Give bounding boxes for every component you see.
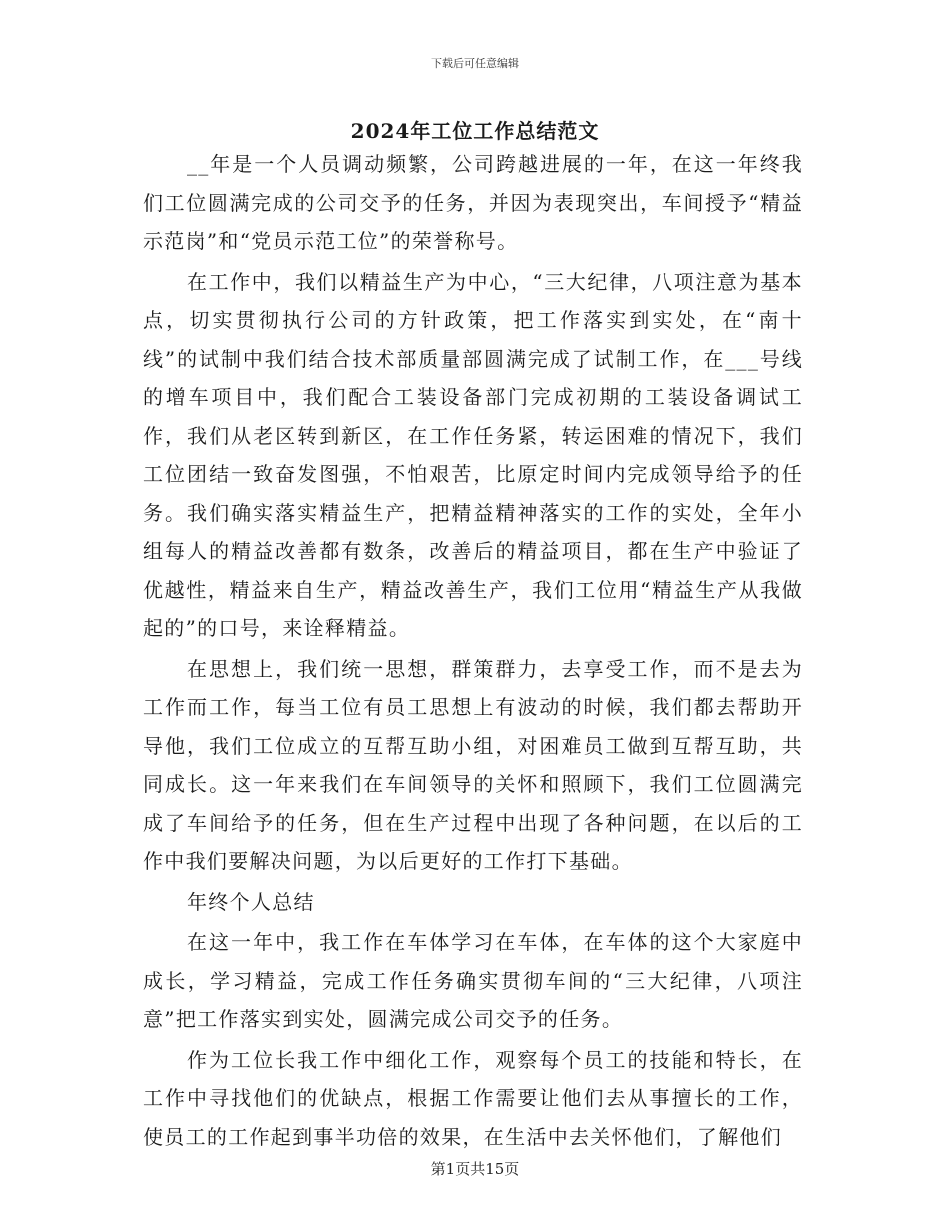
header-note: 下载后可任意编辑 bbox=[431, 57, 519, 70]
document-title: 2024年工位工作总结范文 bbox=[350, 119, 600, 143]
paragraph-1: __年是一个人员调动频繁，公司跨越进展的一年，在这一年终我们工位圆满完成的公司交予的任务，并因为表现突出，车间授予“精益示范岗”和“党员示范工位”的荣誉称号。 bbox=[143, 152, 803, 253]
page-footer: 第1页共15页 bbox=[430, 1160, 520, 1178]
paragraph-2: 在工作中，我们以精益生产为中心，“三大纪律，八项注意为基本点，切实贯彻执行公司的方针政策，把工作落实到实处，在“南十线”的试制中我们结合技术部质量部圆满完成了试制工作，在___号线的增车项目中，我们配合工装设备部门完成初期的工装设备调试工作，我们从老区转到新区，在工作任务紧，转运困难的情况下，我们工位团结一致奋发图强，不怕艰苦，比原定时间内完成领导给予的任务。我们确实落实精益生产，把精益精神落实的工作的实处，全年小组每人的精益改善都有数条，改善后的精益项目，都在生产中验证了优越性，精益来自生产，精益改善生产，我们工位用“精益生产从我做起的”的口号，来诠释精益。 bbox=[143, 269, 803, 640]
section-heading: 年终个人总结 bbox=[187, 889, 315, 914]
paragraph-4: 在这一年中，我工作在车体学习在车体，在车体的这个大家庭中成长，学习精益，完成工作任务确实贯彻车间的“三大纪律，八项注意”把工作落实到实处，圆满完成公司交予的任务。 bbox=[143, 930, 803, 1031]
paragraph-3: 在思想上，我们统一思想，群策群力，去享受工作，而不是去为工作而工作，每当工位有员工思想上有波动的时候，我们都去帮助开导他，我们工位成立的互帮互助小组，对困难员工做到互帮互助，共同成长。这一年来我们在车间领导的关怀和照顾下，我们工位圆满完成了车间给予的任务，但在生产过程中出现了各种问题，在以后的工作中我们要解决问题，为以后更好的工作打下基础。 bbox=[143, 656, 803, 873]
paragraph-5: 作为工位长我工作中细化工作，观察每个员工的技能和特长，在工作中寻找他们的优缺点，根据工作需要让他们去从事擅长的工作，使员工的工作起到事半功倍的效果，在生活中去关怀他们，了解他们 bbox=[143, 1047, 803, 1149]
document-body bbox=[143, 145, 803, 1158]
